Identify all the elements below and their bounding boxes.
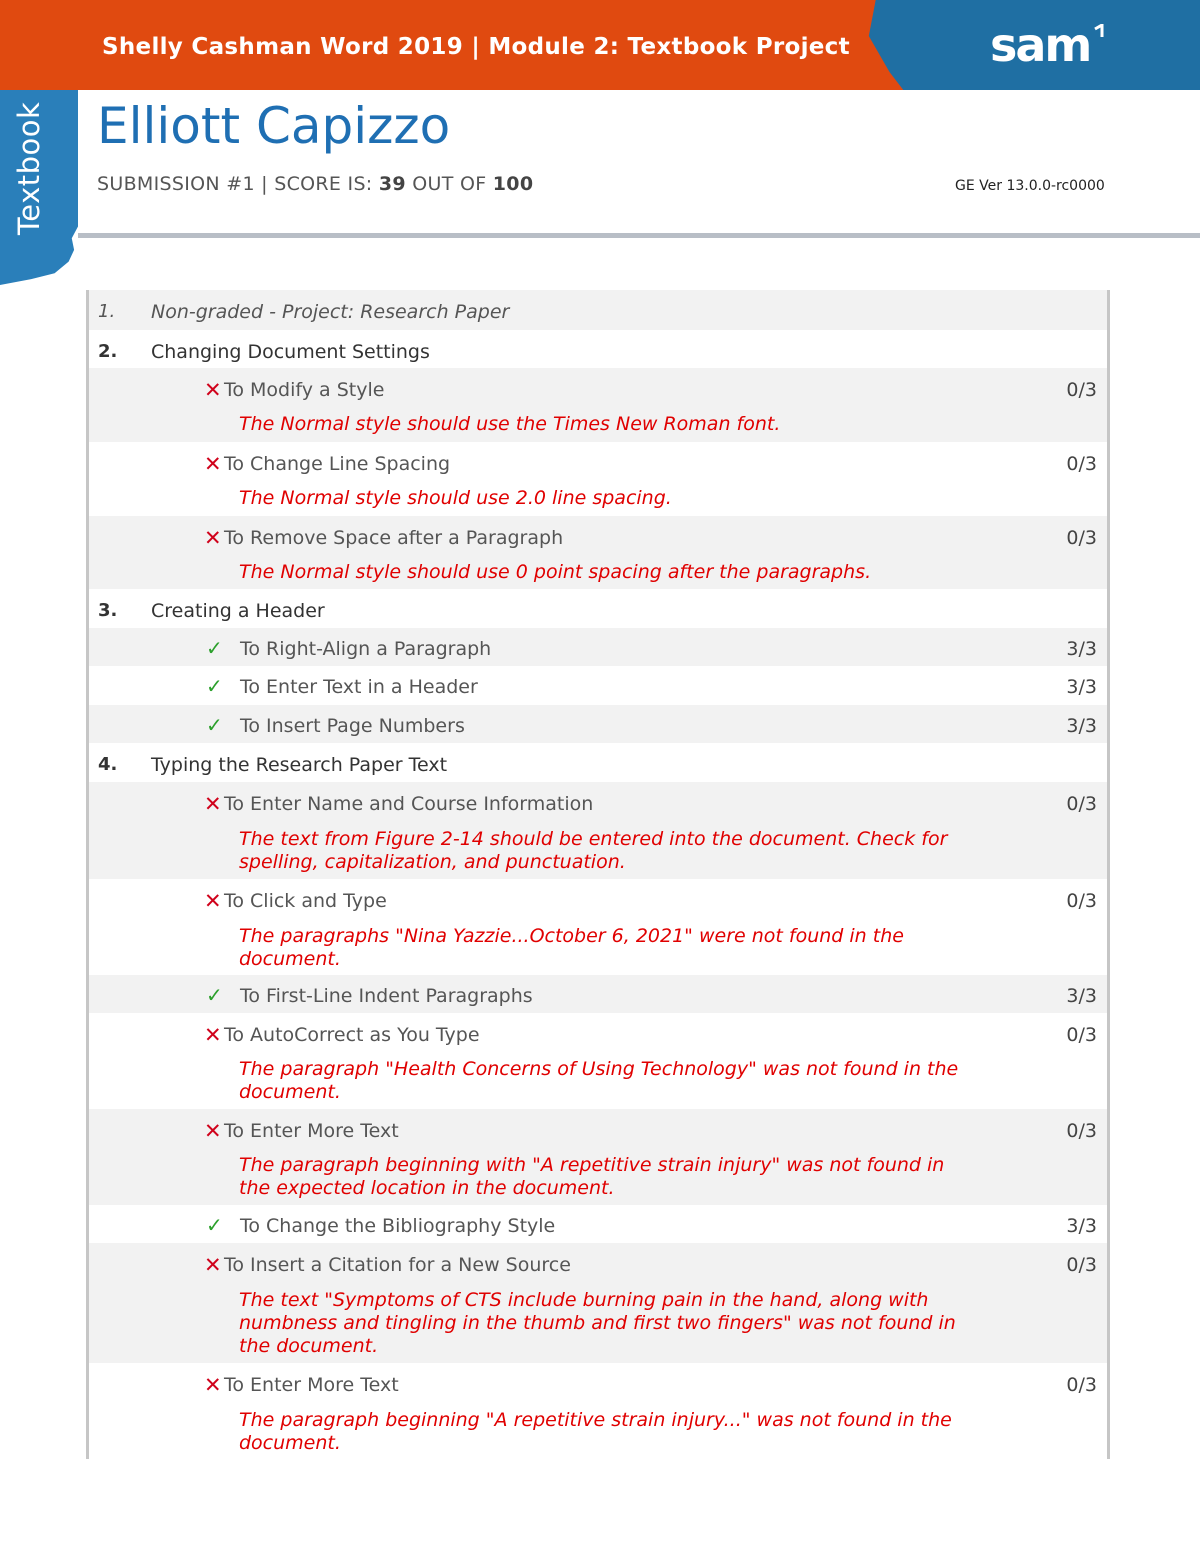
task-row <box>89 516 1107 589</box>
sam-logo: sam <box>990 18 1091 72</box>
checkmark-icon: ✓ <box>206 636 223 660</box>
cross-icon: ✕ <box>204 378 222 402</box>
task-label: To Change Line Spacing <box>224 453 451 475</box>
grade-report-table <box>86 290 1110 1459</box>
out-of-text: OUT OF <box>405 173 493 195</box>
section-row <box>89 330 1107 368</box>
task-row <box>89 1205 1107 1243</box>
task-feedback: The paragraph beginning "A repetitive strain injury..." was not found in the document. <box>239 1409 952 1454</box>
task-label: To AutoCorrect as You Type <box>224 1024 480 1046</box>
task-row <box>89 368 1107 442</box>
cross-icon: ✕ <box>204 452 222 476</box>
logo-one-icon <box>1093 24 1107 38</box>
task-label: To Insert Page Numbers <box>240 715 465 737</box>
task-row <box>89 628 1107 666</box>
task-label: To Enter More Text <box>224 1120 399 1142</box>
cross-icon: ✕ <box>204 792 222 816</box>
section-row <box>89 589 1107 628</box>
task-label: To Insert a Citation for a New Source <box>224 1254 571 1276</box>
divider <box>78 233 1200 238</box>
task-label: To First-Line Indent Paragraphs <box>240 985 533 1007</box>
task-score: 0/3 <box>1066 527 1097 549</box>
section-number: 4. <box>98 754 118 775</box>
task-score: 0/3 <box>1066 890 1097 912</box>
section-row <box>89 743 1107 782</box>
score-total: 100 <box>492 173 534 195</box>
cross-icon: ✕ <box>204 1253 222 1277</box>
score-value: 39 <box>378 173 406 195</box>
task-score: 0/3 <box>1066 453 1097 475</box>
cross-icon: ✕ <box>204 1023 222 1047</box>
side-tab-label: Textbook <box>12 101 46 235</box>
task-row <box>89 1109 1107 1205</box>
task-score: 3/3 <box>1066 715 1097 737</box>
section-title: Typing the Research Paper Text <box>151 754 448 776</box>
section-number: 3. <box>98 600 118 621</box>
cross-icon: ✕ <box>204 526 222 550</box>
section-title: Creating a Header <box>151 600 325 622</box>
task-label: To Enter Text in a Header <box>240 676 478 698</box>
task-feedback: The paragraph "Health Concerns of Using Technology" was not found in the document. <box>239 1058 959 1103</box>
task-row <box>89 782 1107 879</box>
task-row <box>89 1363 1107 1459</box>
task-row <box>89 1243 1107 1363</box>
task-score: 3/3 <box>1066 638 1097 660</box>
checkmark-icon: ✓ <box>206 674 223 698</box>
task-score: 0/3 <box>1066 1374 1097 1396</box>
submission-score-line <box>97 173 533 195</box>
cross-icon: ✕ <box>204 1119 222 1143</box>
section-row <box>89 290 1107 330</box>
task-label: To Enter Name and Course Information <box>224 793 594 815</box>
task-feedback: The text from Figure 2-14 should be entered into the document. Check for spelling, capitalization, and punctuation. <box>239 828 948 873</box>
cross-icon: ✕ <box>204 889 222 913</box>
task-row <box>89 879 1107 975</box>
student-name: Elliott Capizzo <box>97 97 451 155</box>
task-row <box>89 1013 1107 1109</box>
checkmark-icon: ✓ <box>206 1213 223 1237</box>
task-feedback: The text "Symptoms of CTS include burning pain in the hand, along with numbness and tingling in the thumb and first two fingers" was not found in the document. <box>239 1289 956 1357</box>
task-feedback: The Normal style should use 2.0 line spacing. <box>239 487 672 509</box>
task-label: To Remove Space after a Paragraph <box>224 527 564 549</box>
task-label: To Click and Type <box>224 890 387 912</box>
task-feedback: The paragraphs "Nina Yazzie...October 6, 2021" were not found in the document. <box>239 925 904 970</box>
task-label: To Right-Align a Paragraph <box>240 638 492 660</box>
task-row <box>89 442 1107 516</box>
submission-prefix: SUBMISSION #1 | SCORE IS: <box>97 173 379 195</box>
section-number: 1. <box>98 301 116 322</box>
section-number: 2. <box>98 341 118 362</box>
task-score: 0/3 <box>1066 379 1097 401</box>
task-feedback: The paragraph beginning with "A repetitive strain injury" was not found in the expected location in the document. <box>239 1154 945 1199</box>
task-score: 3/3 <box>1066 676 1097 698</box>
task-row <box>89 975 1107 1013</box>
section-title: Non-graded - Project: Research Paper <box>151 301 510 323</box>
assignment-title: Shelly Cashman Word 2019 | Module 2: Textbook Project <box>102 34 850 60</box>
task-score: 0/3 <box>1066 1120 1097 1142</box>
task-feedback: The Normal style should use the Times New Roman font. <box>239 413 781 435</box>
task-label: To Modify a Style <box>224 379 385 401</box>
task-label: To Enter More Text <box>224 1374 399 1396</box>
task-score: 3/3 <box>1066 985 1097 1007</box>
task-row <box>89 705 1107 743</box>
task-label: To Change the Bibliography Style <box>240 1215 556 1237</box>
checkmark-icon: ✓ <box>206 983 223 1007</box>
cross-icon: ✕ <box>204 1373 222 1397</box>
checkmark-icon: ✓ <box>206 713 223 737</box>
task-score: 0/3 <box>1066 1254 1097 1276</box>
task-score: 3/3 <box>1066 1215 1097 1237</box>
task-score: 0/3 <box>1066 1024 1097 1046</box>
section-title: Changing Document Settings <box>151 341 430 363</box>
task-feedback: The Normal style should use 0 point spacing after the paragraphs. <box>239 561 872 583</box>
version-label: GE Ver 13.0.0-rc0000 <box>955 178 1105 194</box>
task-score: 0/3 <box>1066 793 1097 815</box>
task-row <box>89 666 1107 705</box>
